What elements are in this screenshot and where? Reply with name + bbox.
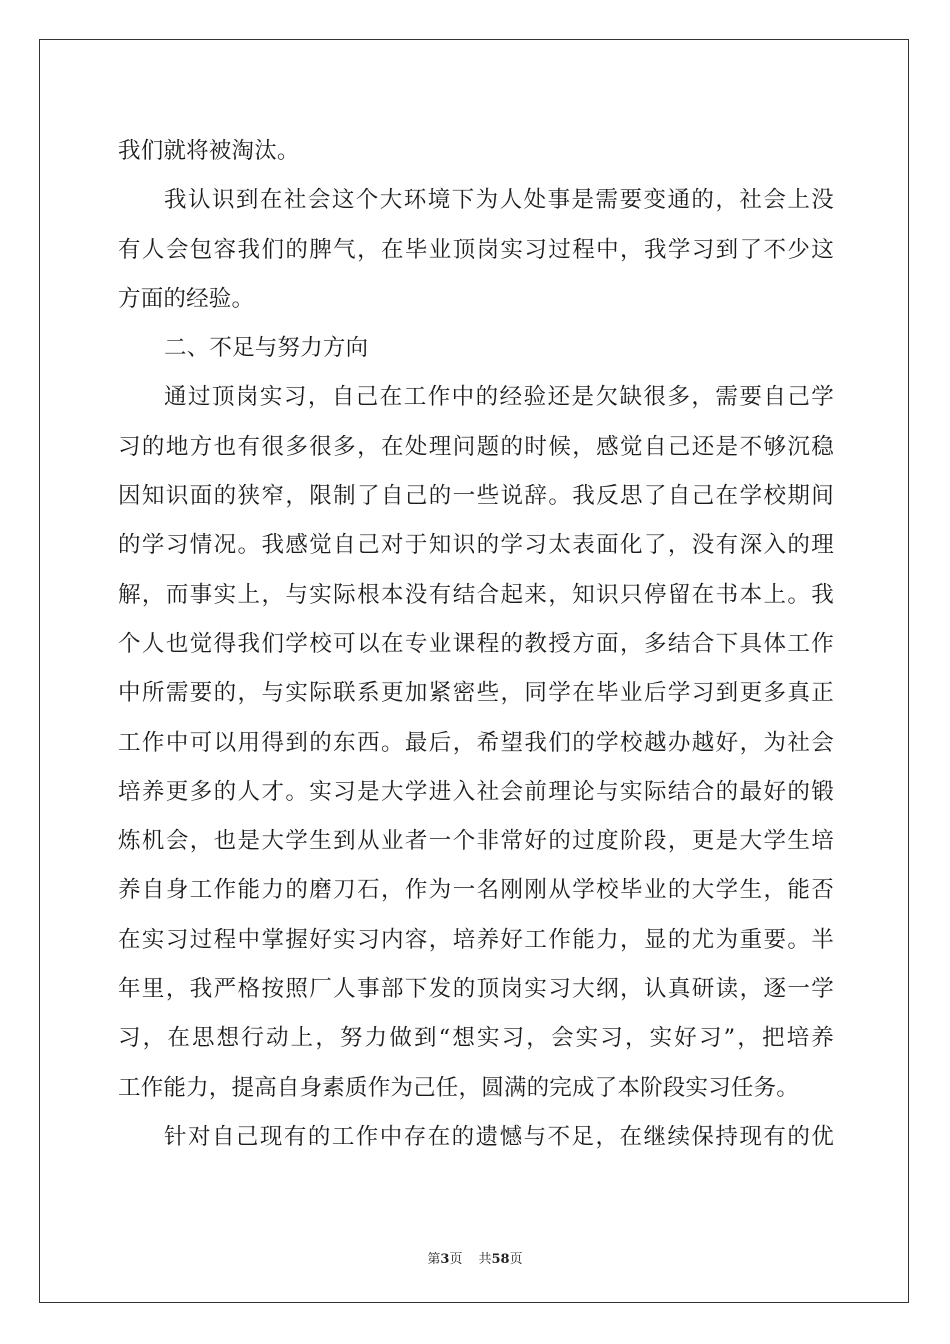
page-footer [0,1248,950,1267]
text-line: 在实习过程中掌握好实习内容，培养好工作能力，显的尤为重要。半 [118,926,834,953]
text-line: 养自身工作能力的磨刀石，作为一名刚刚从学校毕业的大学生，能否 [118,877,834,904]
text-line: 中所需要的，与实际联系更加紧密些，同学在毕业后学习到更多真正 [118,680,834,707]
text-line: 我认识到在社会这个大环境下为人处事是需要变通的，社会上没 [164,187,834,214]
text-line: 通过顶岗实习，自己在工作中的经验还是欠缺很多，需要自己学 [164,384,834,411]
page-label-suffix: 页 [449,1252,463,1267]
text-line: 有人会包容我们的脾气，在毕业顶岗实习过程中，我学习到了不少这 [118,236,834,263]
text-line: 二、不足与努力方向 [164,335,369,362]
current-page-number: 3 [440,1252,450,1267]
text-line: 我们就将被淘汰。 [118,138,300,164]
text-line: 年里，我严格按照厂人事部下发的顶岗实习大纲，认真研读，逐一学 [118,976,834,1003]
text-line: 习，在思想行动上，努力做到“想实习，会实习，实好习”，把培养 [118,1025,834,1052]
text-line: 方面的经验。 [118,285,255,312]
text-line: 炼机会，也是大学生到从业者一个非常好的过度阶段，更是大学生培 [118,828,834,855]
total-label-suffix: 页 [509,1252,523,1267]
text-line: 习的地方也有很多很多，在处理问题的时候，感觉自己还是不够沉稳 [118,433,834,460]
text-line: 针对自己现有的工作中存在的遗憾与不足，在继续保持现有的优 [164,1123,834,1150]
text-line: 工作中可以用得到的东西。最后，希望我们的学校越办越好，为社会 [118,729,834,756]
total-page-count: 58 [491,1252,510,1267]
total-label-prefix: 共 [478,1252,492,1267]
text-line: 个人也觉得我们学校可以在专业课程的教授方面，多结合下具体工作 [118,630,834,657]
document-body [118,127,834,1162]
text-line: 培养更多的人才。实习是大学进入社会前理论与实际结合的最好的锻 [118,778,834,805]
text-line: 的学习情况。我感觉自己对于知识的学习太表面化了，没有深入的理 [118,532,834,559]
text-line: 因知识面的狭窄，限制了自己的一些说辞。我反思了自己在学校期间 [118,483,834,510]
page-label-prefix: 第 [427,1252,441,1267]
text-line: 解，而事实上，与实际根本没有结合起来，知识只停留在书本上。我 [118,581,834,608]
text-line: 工作能力，提高自身素质作为己任，圆满的完成了本阶段实习任务。 [118,1074,800,1101]
